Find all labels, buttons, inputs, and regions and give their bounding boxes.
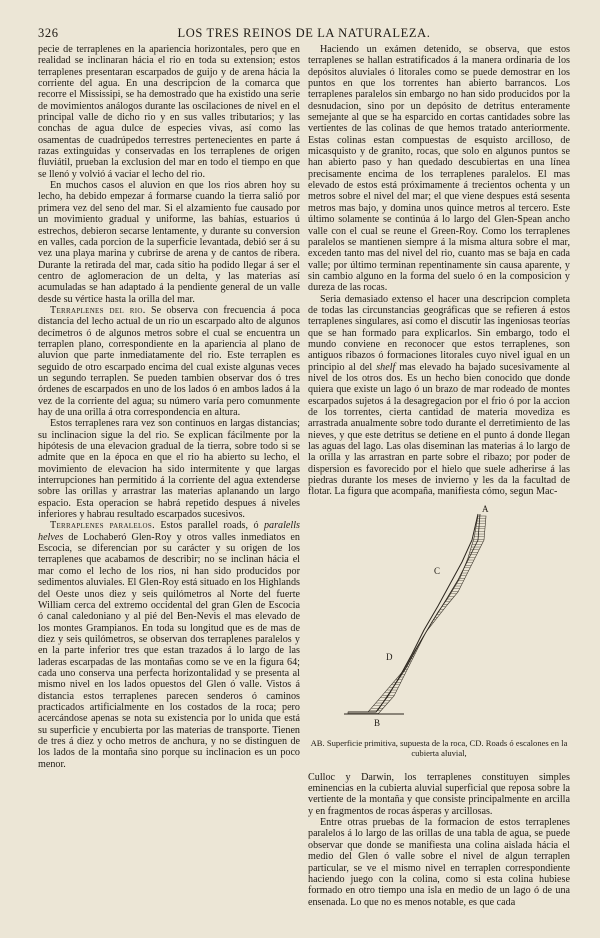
figure-caption: AB. Superficie primitiva, supuesta de la roca, CD. Roads ó escalones en la cubierta aluvial,	[310, 737, 568, 758]
section-heading: Terraplenes del rio.	[50, 304, 146, 316]
label-c: C	[434, 565, 441, 576]
paragraph	[38, 305, 300, 418]
paragraph-text: Se observa con frecuencia á poca distancia del lecho actual de un rio un escarpado alto de algunos decímetros ó de algunos metros sobre el cual se encuentra un terraplen plano, correspondiente en la apariencia al plano de aluvion que parte inmediatamente del rio. Este terraplen es seguido de otro escarpado encima del cual existe algunas veces un segundo terraplen. Se pueden tambien observar dos ó tres órdenes de escarpados en uno de los lados ó en ambos lados á la vez de la corriente del agua; su número varía pero comunmente hay de una orilla á otra correspondencia en altura.	[38, 304, 300, 418]
paragraph	[38, 520, 300, 770]
left-column	[38, 44, 300, 770]
paragraph: Estos terraplenes rara vez son continuos en largas distancias; su inclinacion sigue la del rio. Se explican fácilmente por la hipótesis de una elevacion gradual de la tierra, sobre todo si se admite que en la época en que el rio ha abierto su lecho, el movimiento de elevacion ha sido intermitente y que largas interrupciones han permitido á la corriente del agua extenderse sobre las orillas y arrastrar las materias aplanando un largo espacio. Esta operacion se habrá repetido despues á niveles inferiores y habrau resultado escarpados sucesivos.	[38, 418, 300, 521]
page-number: 326	[38, 26, 59, 40]
italic-term: paralells helves	[38, 520, 300, 543]
alluvial-cover	[348, 516, 486, 714]
label-d: D	[386, 651, 393, 662]
section-heading: Terraplenes paralelos.	[50, 520, 155, 532]
primitive-surface-ab	[348, 514, 478, 712]
paragraph: Haciendo un exámen detenido, se observa, que estos terraplenes se hallan estratificados á la manera ordinaria de los depósitos aluviales ó litorales como se puede demostrar en los puntos en que los torrentes han abierto barrancos. Los terraplenes paralelos sin embargo no han sido producidos por la desnudacion, sino por un depósito de detritus enteramente semejante al que se ha esparcido en cortas cantidades sobre las vertientes de las colinas de que hemos tratado anteriormente. Estas colinas estan compuestas de esquisto arcilloso, de micasquisto y de granito, rocas, que solo en algunos puntos se han abierto paso y han quedado descubiertas en una línea precisamente encima de los terraplenes paralelos. El mas elevado de estos está próximamente á trecientos ochenta y un metros sobre el nivel del mar; el que viene despues está sesenta metros mas bajo, y domina unos quince metros al tercero. Este último solamente se continúa á lo largo del Glen-Spean ancho valle con el cual se reune el Green-Roy. Como los terraplenes paralelos se mantienen siempre á la misma altura sobre el mar, exceden tanto mas del nivel del rio, cuanto mas se baja en cada valle; por último terminan repentinamente sin causa aparente, y sin cambio alguno en la forma del suelo ó en la composicion y dureza de las rocas.	[308, 44, 570, 294]
figure-64	[308, 500, 570, 772]
paragraph-text: mas elevado ha bajado sucesivamente al nivel de los otros dos. Es un hecho bien conocido que donde quiera que existe un lago ó un brazo de mar rodeado de montes escarpados sujetos á la desagregacion por el frio ó por la accion de los torrentes, cierta cantidad de materia movediza es arrastrada anualmente sobre todo durante el derretimiento de las nieves, y que este detritus se detiene en el punto á donde llegan las aguas del lago. Las olas diseminan las materias á lo largo de la orilla y las arrastran en parte sobre el ribazo; por poder de dispersion es favorecido por el hielo que suele adherirse á las piedras durante los meses de invierno y les da la facultad de flotar. La figura que acompaña, manifiesta cómo, segun Mac-	[308, 361, 570, 498]
label-b: B	[374, 717, 381, 728]
paragraph: Entre otras pruebas de la formacion de estos terraplenes paralelos á lo largo de las orillas de una tabla de agua, se puede observar que donde se manifiesta una colina aislada hácia el medio del Glen ó valle sobre el nivel de algun terraplen particular, se ve el mismo nivel en terraplen correspondiente haciendo juego con la colina, como si esta colina hubiese formado en otro tiempo una isla en medio de un lago ó de una ensenada. Lo que no es menos notable, es que cada	[308, 817, 570, 908]
paragraph	[308, 294, 570, 498]
paragraph-text: Seria demasiado extenso el hacer una descripcion completa de todas las circunstancias geográficas que se refieren á estos terraplenes singulares, así como el discutir las ingeniosas teorías que se han formado para explicarlos. Sin embargo, todo el mundo conviene en reconocer que estos terraplenes, son antiguos ribazos ó formaciones litorales cuyo nivel igual en un principio al del	[308, 293, 570, 373]
paragraph: pecie de terraplenes en la apariencia horizontales, pero que en realidad se inclinaran hácia el rio en toda su extension; estos terraplenes presentaran escarpados de guijo y de arena hácia la corriente del agua. En una descripcion de la comarca que recorre el Mississipi, se ha demostrado que ha existido una serie de movimientos análogos durante las oscilaciones de nivel en el principal valle de dicho rio y en sus valles tributarios; y las conchas de agua dulce de especies vivas, así como las osamentas de cuadrúpedos terrestres pertenecientes en parte á razas extinguidas y conservadas en los terraplenes de origen fluviátil, prueban la exclusion del mar en todo el tiempo en que se llenó y volvió á vaciar el lecho del rio.	[38, 44, 300, 180]
running-header	[38, 26, 570, 42]
right-column	[308, 44, 570, 908]
paragraph: En muchos casos el aluvion en que los rios abren hoy su lecho, ha debido empezar á formarse cuando la tierra salió por primera vez del seno del mar. Si el alzamiento fue causado por un movimiento gradual y uniforme, las bahías, estuarios ú estrechos, debieron secarse lentamente, y durante su conversion en valles, cada porcion de la superficie levantada, debió ser á su vez una playa marina y cubrirse de arena y de cantos de ribera. Durante la retirada del mar, cada sitio ha podido llegar á ser el centro de aglomeracion de un delta, y las materias así acumuladas se han adaptado á la pendiente general de un valle desde su vértice hasta la orilla del mar.	[38, 180, 300, 305]
paragraph-text: de Lochaberó Glen-Roy y otros valles inmediatos en Escocia, se diferencian por su carácter y su origen de los terraplenes que acabamos de describir; no se inclinan hácia el mar como el lecho de los rios, ni han sido producidos por sedimentos aluviales. El Glen-Roy está situado en los Highlands del Oeste unos diez y seis quilómetros al Norte del fuerte William cerca del extremo occidental del gran Glen de Escocia ó canal caledoniano y al pié del Ben-Nevis el mas elevado de los montes Grampianos. En toda su longitud que es de mas de diez y seis quilómetros, se observan dos terraplenes paralelos y en la parte inferior tres que estan trazados á lo largo de las laderas escarpadas de las montañas como se ve en la figura 64; cada uno conserva una perfecta horizontalidad y se presenta al mismo nivel en los lados opuestos del Glen ó valle. Vistos á distancia estos terraplenes parecen senderos ó caminos practicados artificialmente en los costados de la roca; pero acercándose apenas se nota su existencia por lo unida que está su superficie y encubierta por las materias de transporte. Tienen de tres á diez y ocho metros de anchura, y no se distinguen de los lados de la montaña sino porque su inclinacion es un poco menor.	[38, 531, 300, 770]
paragraph-text: Estos parallel roads, ó	[154, 520, 264, 532]
alluvial-surface	[378, 514, 480, 710]
paragraph: Culloc y Darwin, los terraplenes constituyen simples eminencias en la cubierta aluvial superficial que reposa sobre la vertiente de la montaña y que consiste principalmente en arcilla y en fragmentos de rocas ásperas y arcillosas.	[308, 771, 570, 817]
label-a: A	[482, 503, 489, 514]
running-title: LOS TRES REINOS DE LA NATURALEZA.	[177, 26, 431, 40]
terrace-diagram	[308, 500, 570, 736]
italic-term: shelf	[376, 361, 396, 373]
